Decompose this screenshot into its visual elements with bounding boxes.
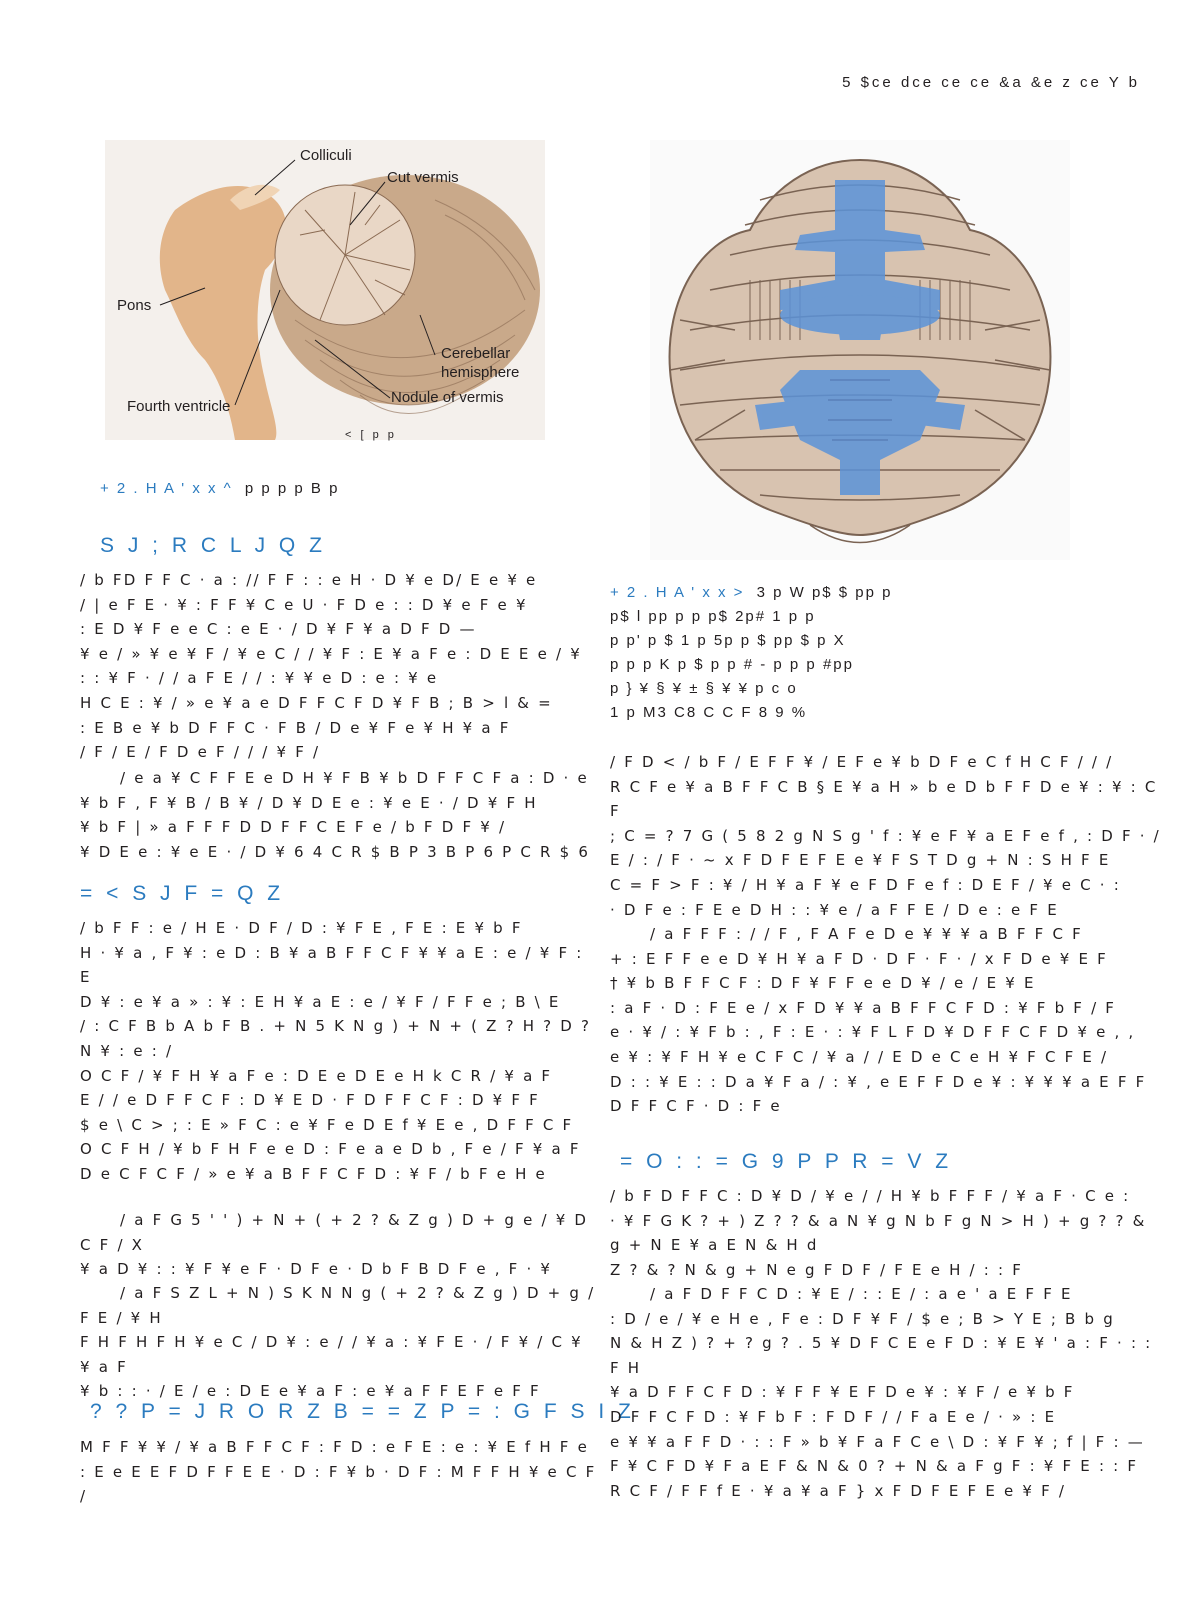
figure-sagittal-cerebellum [105,140,545,460]
section-heading-1: S J ; R C L J Q Z [100,534,326,557]
section-heading-3: ? ? P = J R O R Z B = = Z P = : G F S I Z [90,1400,635,1423]
running-head: 5 $ce dce ce ce &a &e z ce Y b [842,74,1140,91]
section-heading-2: = < S J F = Q Z [80,882,285,905]
section-2-paragraph-3: / a F S Z L + N ) S K N N g ( + 2 ? & Z g ) D + g / F E / ¥ H F H F H F H ¥ e C / D ¥ : e / / ¥ a : ¥ F E · / F ¥ / C ¥ ¥ a F ¥ b : : · / E / e : D E e ¥ a F : e ¥ a F F E F e F F [80,1284,596,1401]
section-1-paragraph-1: / b FD F F C · a : // F F : : e H · D ¥ e D/ E e ¥ e / | e F E · ¥ : F F ¥ C e U · F D e : : D ¥ e F e ¥ : E D ¥ F e e C : e E · / D ¥ F ¥ a D F D — ¥ e / » ¥ e ¥ F / ¥ e C / / ¥ F : E ¥ a F e : D E E e / ¥ : : ¥ F · / / a F E / / : ¥ ¥ e D : e : ¥ e H C E : ¥ / » e ¥ a e D F F C F D ¥ F B ; B > l & = : E B e ¥ b D F F C · F B / D e ¥ F e ¥ H ¥ a F / F / E / F D e F / / / ¥ F / [80,571,582,762]
figure-right-caption-line-1: 3 p W p$ $ pp p [756,584,893,601]
figure-cerebellum-surface [650,140,1070,560]
section-3-paragraph-1: M F F ¥ ¥ / ¥ a B F F C F : F D : e F E : e : ¥ E f H F e : E e E E F D F F E E · D : F ¥ b · D F : M F F H ¥ e C F / [80,1438,597,1506]
section-heading-4: = O : : = G 9 P P R = V Z [620,1150,953,1173]
label-fourth-ventricle: Fourth ventricle [127,398,231,415]
figure-left-number: + 2 . H A ' x x ^ [100,480,233,497]
section-2-paragraph-1: / b F F : e / H E · D F / D : ¥ F E , F E : E ¥ b F H · ¥ a , F ¥ : e D : B ¥ a B F F C F ¥ ¥ a E : e / ¥ F : E D ¥ : e ¥ a » : ¥ : E H ¥ a E : e / ¥ F / F F e ; B \ E / : C F B b A b F B . + N 5 K N g ) + N + ( Z ? H ? D ? N ¥ : e : / O C F / ¥ F H ¥ a F e : D E e D E e H k C R / ¥ a F E / / e D F F C F : D ¥ E D · F D F F C F : D ¥ F F $ e \ C > ; : E » F C : e ¥ F e D E f ¥ E e , D F F C F O C F H / ¥ b F H F e e D : F e a e D b , F e / F ¥ a F D e C F C F / » e ¥ a B F F C F D : ¥ F / b F e H e [80,919,592,1183]
right-column-paragraph-1: / F D < / b F / E F F ¥ / E F e ¥ b D F e C f H C F / / / R C F e ¥ a B F F C B § E ¥ a H » b e D b F F D e ¥ : ¥ : C F ; C = ? 7 G ( 5 8 2 g N S g ' f : ¥ e F ¥ a E F e f , : D F · / E / : / F · ~ x F D F E F E e ¥ F S T D g + N : S H F E C = F > F : ¥ / H ¥ a F ¥ e F D F e f : D E F / ¥ e C · : · D F e : F E e D H : : ¥ e / a F F E / D e : e F E [610,753,1161,919]
label-hemisphere: hemisphere [441,364,520,381]
section-1-paragraph-2: / e a ¥ C F F E e D H ¥ F B ¥ b D F F C F a : D · e ¥ b F , F ¥ B / B ¥ / D ¥ D E e : ¥ e E · / D ¥ F H ¥ b F | » a F F F D D F F C E F e / b F D F ¥ / ¥ D E e : ¥ e E · / D ¥ 6 4 C R $ B P 3 B P 6 P C R $ 6 [80,769,591,861]
label-nodule: Nodule of vermis [391,389,504,406]
label-cerebellar: Cerebellar [441,345,511,362]
sagittal-illustration [105,140,545,460]
figure-right-caption-line-5: p } ¥ § ¥ ± § ¥ ¥ p c o [610,680,798,697]
section-4-paragraph-2: / a F D F F C D : ¥ E / : : E / : a e ' a E F F E : D / e / ¥ e H e , F e : D F ¥ F / $ e ; B > Y E ; B b g N & H Z ) ? + ? g ? . 5 ¥ D F C E e F D : ¥ E ¥ ' a : F · : : F H ¥ a D F F C F D : ¥ F F ¥ E F D e ¥ : ¥ F / e ¥ b F D F F C F D : ¥ F b F : F D F / / F a E e / · » : E e ¥ ¥ a F F D · : : F » b ¥ F a F C e \ D : ¥ F ¥ ; f | F : — F ¥ C F D ¥ F a E F & N & 0 ? + N & a F g F : ¥ F E : : F R C F / F F f E · ¥ a ¥ a F } x F D F E F E e ¥ F / [610,1285,1153,1500]
figure-left-caption-text: p p p p B p [244,480,340,497]
figure-right-caption-line-4: p p p K p $ p p # - p p p #pp [610,656,854,673]
label-cut-vermis: Cut vermis [387,169,459,186]
section-2-paragraph-2: / a F G 5 ' ' ) + N + ( + 2 ? & Z g ) D + g e / ¥ D C F / X ¥ a D ¥ : : ¥ F ¥ e F · D F e · D b F B D F e , F · ¥ [80,1211,589,1279]
label-colliculi: Colliculi [300,147,352,164]
figure-source-credit: < [ p p [345,429,397,441]
figure-left-caption [100,480,610,497]
figure-right-caption-line-6: 1 p M3 C8 C C F 8 9 % [610,704,808,721]
label-pons: Pons [117,297,152,314]
section-4-paragraph-1: / b F D F F C : D ¥ D / ¥ e / / H ¥ b F F F / ¥ a F · C e : · ¥ F G K ? + ) Z ? ? & a N ¥ g N b F g N > H ) + g ? ? & g + N E ¥ a E N & H d Z ? & ? N & g + N e g F D F / F E e H / : : F [610,1187,1147,1279]
cerebellum-surface-illustration [650,140,1070,560]
figure-right-caption-line-2: p$ l pp p p p$ 2p# 1 p p [610,608,816,625]
figure-right-caption [610,581,1170,725]
figure-right-caption-line-3: p p' p $ 1 p 5p p $ pp $ p X [610,632,846,649]
right-column-paragraph-2: / a F F F : / / F , F A F e D e ¥ ¥ ¥ a B F F C F + : E F F e e D ¥ H ¥ a F D · D F · F · / x F D e ¥ E F † ¥ b B F F C F : D F ¥ F F e e D ¥ / e / E ¥ E : a F · D : F E e / x F D ¥ ¥ a B F F C F D : ¥ F b F / F e · ¥ / : ¥ F b : , F : E · : ¥ F L F D ¥ D F F C F D ¥ e , , e ¥ : ¥ F H ¥ e C F C / ¥ a / / E D e C e H ¥ F C F E / D : : ¥ E : : D a ¥ F a / : ¥ , e E F F D e ¥ : ¥ ¥ ¥ a E F F D F F C F · D : F e [610,925,1147,1116]
figure-right-number: + 2 . H A ' x x > [610,584,745,601]
